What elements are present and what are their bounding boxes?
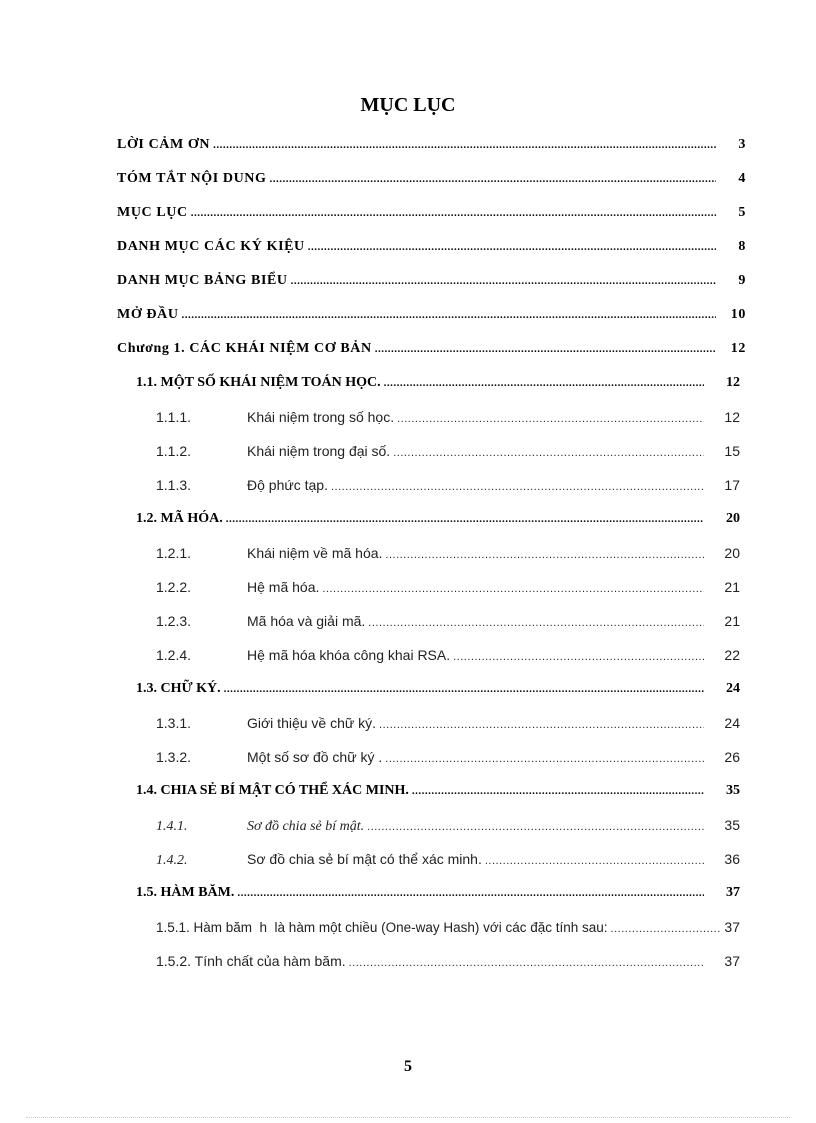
toc-entry-number: 1.2.2. bbox=[156, 579, 192, 595]
dot-leader bbox=[226, 508, 704, 530]
toc-entry-label: MỤC LỤC bbox=[117, 205, 188, 220]
toc-entry-number: 1.2.3. bbox=[156, 613, 192, 629]
toc-entry-page: 20 bbox=[724, 545, 740, 561]
toc-entry-page: 21 bbox=[724, 613, 740, 629]
toc-entry-label: Giới thiệu về chữ ký. bbox=[247, 715, 377, 731]
toc-entry-tom-tat[interactable] bbox=[117, 168, 746, 190]
toc-entry-1-5-2[interactable] bbox=[156, 950, 740, 972]
dot-leader bbox=[213, 134, 716, 156]
toc-entry-1-1-2[interactable] bbox=[156, 440, 740, 462]
dot-leader bbox=[322, 578, 704, 600]
dot-leader bbox=[291, 270, 716, 292]
dot-leader bbox=[368, 612, 704, 634]
dot-leader bbox=[237, 882, 704, 904]
toc-entry-1-4-1[interactable] bbox=[156, 814, 740, 836]
toc-entry-page: 20 bbox=[726, 511, 740, 526]
toc-entry-1-1-1[interactable] bbox=[156, 406, 740, 428]
dot-leader bbox=[397, 408, 704, 430]
toc-entry-page: 12 bbox=[730, 341, 746, 356]
toc-entry-page: 12 bbox=[726, 375, 740, 390]
page-number: 5 bbox=[404, 1058, 412, 1075]
toc-entry-label: 1.4. CHIA SẺ BÍ MẬT CÓ THỂ XÁC MINH. bbox=[136, 783, 409, 798]
dot-leader bbox=[385, 748, 704, 770]
toc-entry-page: 3 bbox=[738, 137, 746, 152]
toc-entry-label: DANH MỤC CÁC KÝ KIỆU bbox=[117, 239, 305, 254]
toc-entry-page: 4 bbox=[738, 171, 746, 186]
dot-leader bbox=[393, 442, 704, 464]
toc-entry-section-1-1[interactable] bbox=[136, 372, 740, 394]
dot-leader bbox=[224, 678, 704, 700]
toc-entry-label: Sơ đồ chia sẻ bí mật. bbox=[247, 819, 365, 834]
toc-entry-number: 1.1.2. bbox=[156, 443, 192, 459]
toc-entry-1-2-2[interactable] bbox=[156, 576, 740, 598]
dot-leader bbox=[453, 646, 704, 668]
toc-entry-label: Mã hóa và giải mã. bbox=[247, 613, 366, 629]
toc-entry-1-2-1[interactable] bbox=[156, 542, 740, 564]
toc-entry-label: 1.1. MỘT SỐ KHÁI NIỆM TOÁN HỌC. bbox=[136, 375, 381, 390]
toc-entry-page: 24 bbox=[724, 715, 740, 731]
page-bottom-divider bbox=[26, 1117, 790, 1118]
dot-leader bbox=[349, 952, 704, 974]
toc-entry-page: 37 bbox=[724, 919, 740, 935]
toc-entry-label: 1.3. CHỮ KÝ. bbox=[136, 681, 221, 696]
dot-leader bbox=[611, 918, 720, 940]
toc-entry-label: Khái niệm trong số học. bbox=[247, 409, 395, 425]
toc-entry-number: 1.2.1. bbox=[156, 545, 192, 561]
toc-entry-number: 1.4.1. bbox=[156, 819, 188, 834]
toc-entry-page: 35 bbox=[726, 783, 740, 798]
toc-entry-1-5-1[interactable] bbox=[156, 916, 740, 938]
toc-entry-1-2-4[interactable] bbox=[156, 644, 740, 666]
toc-entry-1-1-3[interactable] bbox=[156, 474, 740, 496]
toc-entry-label: Khái niệm về mã hóa. bbox=[247, 545, 383, 561]
toc-title: MỤC LỤC bbox=[360, 94, 456, 116]
toc-entry-1-3-1[interactable] bbox=[156, 712, 740, 734]
toc-entry-number: 1.1.3. bbox=[156, 477, 192, 493]
toc-entry-label: Khái niệm trong đại số. bbox=[247, 443, 391, 459]
dot-leader bbox=[379, 714, 704, 736]
dot-leader bbox=[367, 816, 704, 838]
toc-entry-label: 1.5.2. Tính chất của hàm băm. bbox=[156, 953, 346, 969]
toc-entry-section-1-2[interactable] bbox=[136, 508, 740, 530]
dot-leader bbox=[485, 850, 704, 872]
toc-entry-label: Sơ đồ chia sẻ bí mật có thể xác minh. bbox=[247, 851, 482, 867]
toc-entry-muc-luc[interactable] bbox=[117, 202, 746, 224]
toc-entry-danh-muc-ky-hieu[interactable] bbox=[117, 236, 746, 258]
dot-leader bbox=[270, 168, 717, 190]
toc-entry-page: 22 bbox=[724, 647, 740, 663]
toc-entry-page: 37 bbox=[726, 885, 740, 900]
toc-entry-danh-muc-bang-bieu[interactable] bbox=[117, 270, 746, 292]
toc-entry-label: Một số sơ đồ chữ ký . bbox=[247, 749, 383, 765]
toc-entry-page: 36 bbox=[724, 851, 740, 867]
toc-entry-chuong-1[interactable] bbox=[117, 338, 746, 360]
toc-entry-page: 15 bbox=[724, 443, 740, 459]
toc-entry-page: 9 bbox=[738, 273, 746, 288]
toc-entry-number: 1.3.1. bbox=[156, 715, 192, 731]
toc-entry-1-4-2[interactable] bbox=[156, 848, 740, 870]
dot-leader bbox=[384, 372, 704, 394]
toc-entry-page: 12 bbox=[724, 409, 740, 425]
toc-entry-section-1-5[interactable] bbox=[136, 882, 740, 904]
toc-entry-1-3-2[interactable] bbox=[156, 746, 740, 768]
toc-entry-number: 1.4.2. bbox=[156, 853, 188, 868]
toc-entry-label: Độ phức tạp. bbox=[247, 477, 328, 493]
dot-leader bbox=[331, 476, 704, 498]
toc-entry-loi-cam-on[interactable] bbox=[117, 134, 746, 156]
toc-entry-page: 8 bbox=[738, 239, 746, 254]
toc-entry-label: Hệ mã hóa. bbox=[247, 579, 320, 595]
toc-entry-number: 1.3.2. bbox=[156, 749, 192, 765]
toc-entry-label: 1.2. MÃ HÓA. bbox=[136, 511, 223, 526]
toc-entry-label: MỞ ĐẦU bbox=[117, 307, 179, 322]
toc-entry-page: 26 bbox=[724, 749, 740, 765]
toc-entry-page: 24 bbox=[726, 681, 740, 696]
dot-leader bbox=[308, 236, 716, 258]
toc-entry-label: Hệ mã hóa khóa công khai RSA. bbox=[247, 647, 451, 663]
dot-leader bbox=[412, 780, 704, 802]
toc-entry-page: 5 bbox=[738, 205, 746, 220]
toc-entry-mo-dau[interactable] bbox=[117, 304, 746, 326]
dot-leader bbox=[385, 544, 704, 566]
toc-entry-section-1-3[interactable] bbox=[136, 678, 740, 700]
toc-entry-page: 37 bbox=[724, 953, 740, 969]
toc-entry-label: Chương 1. CÁC KHÁI NIỆM CƠ BẢN bbox=[117, 341, 372, 356]
toc-entry-section-1-4[interactable] bbox=[136, 780, 740, 802]
toc-entry-label: 1.5.1. Hàm băm h là hàm một chiều (One-way Hash) với các đặc tính sau: bbox=[156, 920, 608, 935]
dot-leader bbox=[182, 304, 716, 326]
toc-entry-page: 21 bbox=[724, 579, 740, 595]
toc-entry-1-2-3[interactable] bbox=[156, 610, 740, 632]
toc-entry-label: DANH MỤC BẢNG BIỂU bbox=[117, 273, 288, 288]
dot-leader bbox=[191, 202, 716, 224]
toc-entry-label: 1.5. HÀM BĂM. bbox=[136, 885, 235, 900]
toc-entry-number: 1.2.4. bbox=[156, 647, 192, 663]
toc-entry-page: 10 bbox=[730, 307, 746, 322]
toc-entry-page: 17 bbox=[724, 477, 740, 493]
toc-entry-label: TÓM TẮT NỘI DUNG bbox=[117, 171, 267, 186]
toc-entry-label: LỜI CẢM ƠN bbox=[117, 137, 211, 152]
toc-entry-number: 1.1.1. bbox=[156, 409, 192, 425]
toc-entry-page: 35 bbox=[724, 817, 740, 833]
dot-leader bbox=[375, 338, 716, 360]
